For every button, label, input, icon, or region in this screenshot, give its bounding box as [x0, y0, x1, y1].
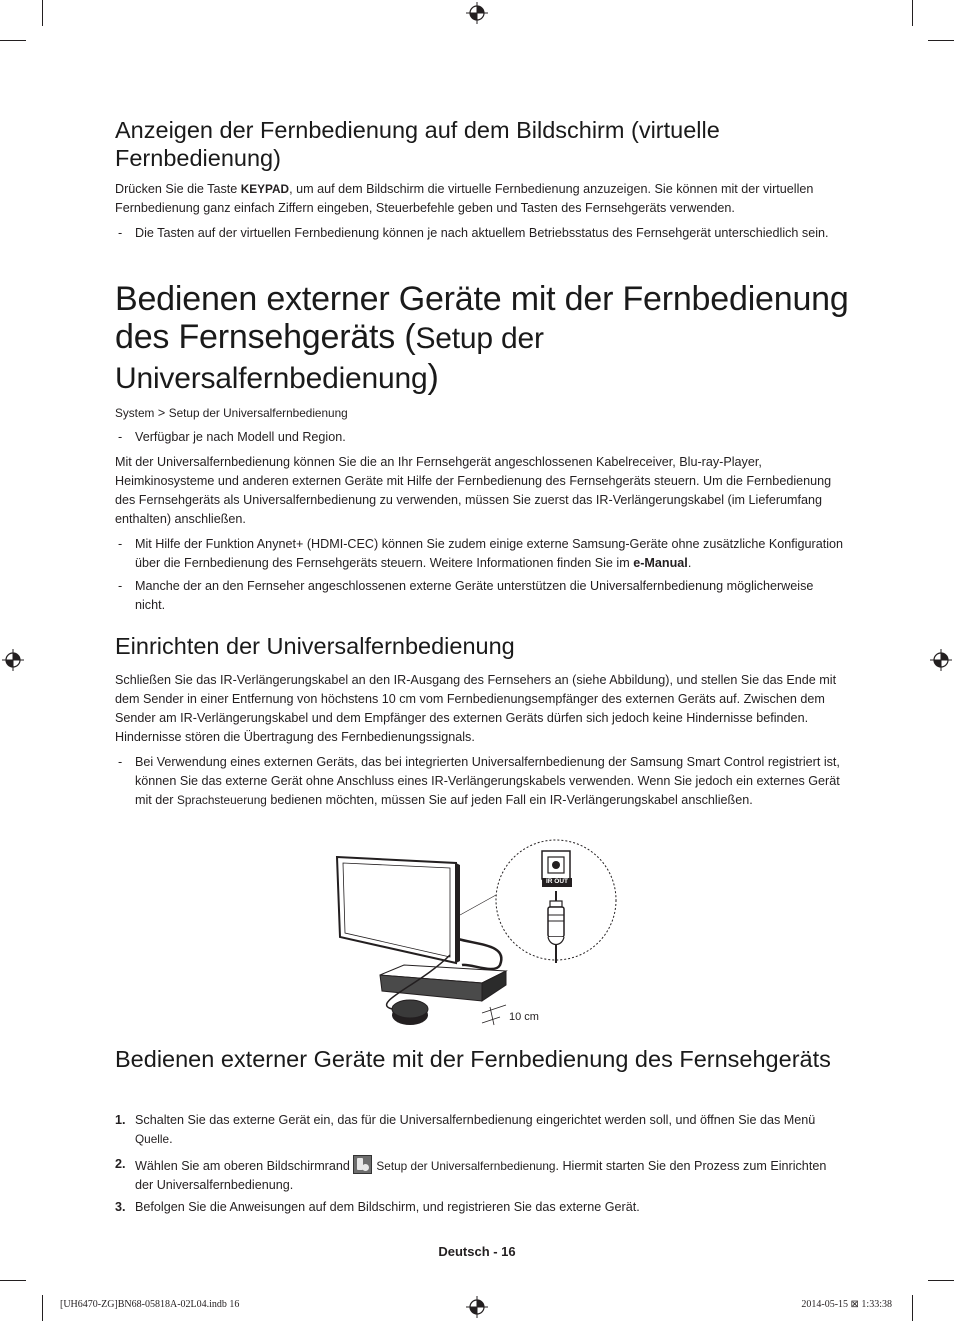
step-text: Schalten Sie das externe Gerät ein, das für die Universalfernbedienung eingerichtet werden soll, und öffnen Sie das Menü — [135, 1113, 816, 1127]
step-text: Befolgen Sie die Anweisungen auf dem Bildschirm, und registrieren Sie das externe Gerät. — [135, 1200, 640, 1214]
paragraph-universal-remote: Mit der Universalfernbedienung können Sie die an Ihr Fernsehgerät angeschlossenen Kabelreceiver, Blu-ray-Player, Heimkinosysteme und anderen externen Geräte mit Hilfe der Fernbedienung des Fernsehgeräts steuern. Um die Fernbedienung des Fernsehgeräts als Universalfernbedienung zu verwenden, müssen Sie zuerst das IR-Verlängerungskabel (im Lieferumfang enthalten) anschließen. — [115, 455, 832, 526]
crop-mark — [42, 0, 43, 26]
step-text: . Hiermit starten Sie den Prozess zum Einrichten der Universalfernbedienung. — [135, 1159, 827, 1192]
crop-mark — [912, 0, 913, 26]
section-heading-operate: Bedienen externer Geräte mit der Fernbedienung des Fernsehgeräts — [115, 1046, 831, 1072]
menu-path — [115, 404, 845, 423]
print-slug-left: [UH6470-ZG]BN68-05818A-02L04.indb 16 — [60, 1299, 240, 1310]
note-anynet: - Mit Hilfe der Funktion Anynet+ (HDMI-CEC) können Sie zudem einige externe Samsung-Geräte ohne zusätzliche Konfiguration über die Fernbedienung des Fernsehgeräts steuern. Weitere Informationen finden Sie im e-Manual. — [118, 537, 844, 570]
crop-mark — [912, 1295, 913, 1321]
crop-mark — [42, 1295, 43, 1321]
text: , um auf dem Bildschirm die virtuelle Fernbedienung anzuzeigen. Sie können mit der virtuellen Fernbedienung ganz einfach Ziffern eingeben, Steuerbefehle geben und Tasten des Fernsehgeräts verwenden. — [115, 182, 814, 215]
ir-extender-illustration — [330, 835, 630, 1035]
note-virtual-remote: - Die Tasten auf der virtuellen Fernbedienung können je nach aktuellem Betriebsstatus des Fernsehgerät unterschiedlich sein. — [118, 226, 829, 240]
chapter-title-sub: Setup der Universalfernbedienung — [115, 322, 544, 395]
note-text: Mit Hilfe der Funktion Anynet+ (HDMI-CEC) können Sie zudem einige externe Samsung-Geräte ohne zusätzliche Konfiguration über die Fernbedienung des Fernsehgeräts steuern. Weitere Informationen finden Sie im — [135, 537, 844, 570]
menu-path-separator: > — [154, 406, 169, 420]
menu-path-item: Setup der Universalfernbedienung — [168, 406, 348, 420]
menu-path-item: System — [115, 406, 155, 420]
step-item — [115, 1198, 845, 1217]
note-text: bedienen möchten, müssen Sie auf jeden Fall ein IR-Verlängerungskabel anschließen. — [266, 793, 753, 807]
crop-mark — [0, 40, 26, 41]
menu-item: Setup der Universalfernbedienung — [376, 1159, 556, 1173]
note-text: Bei Verwendung eines externen Geräts, das bei integrierten Universalfernbedienung der Samsung Smart Control registriert ist, können Sie das externe Gerät ohne Anschluss eines IR-Verlängerungskabels verwenden. Wenn Sie jedoch ein externes Gerät mit der — [135, 755, 840, 807]
chapter-title-main: Bedienen externer Geräte mit der Fernbedienung des Fernsehgeräts ( — [115, 280, 849, 356]
note-text: Die Tasten auf der virtuellen Fernbedienung können je nach aktuellem Betriebsstatus des Fernsehgerät unterschiedlich sein. — [135, 226, 829, 240]
menu-item: Sprachsteuerung — [177, 793, 267, 807]
paragraph-virtual-remote — [115, 180, 845, 218]
crop-mark — [928, 1280, 954, 1281]
note-availability: - Verfügbar je nach Modell und Region. — [118, 430, 346, 444]
crop-mark — [0, 1280, 26, 1281]
print-slug-right: 2014-05-15 ⊠ 1:33:38 — [801, 1299, 892, 1310]
step-text: . — [169, 1132, 173, 1146]
note-text: Verfügbar je nach Modell und Region. — [135, 430, 346, 444]
note-support: - Manche der an den Fernseher angeschlossenen externe Geräte unterstützen die Universalfernbedienung möglicherweise nicht. — [118, 579, 814, 612]
section-heading-setup: Einrichten der Universalfernbedienung — [115, 633, 515, 659]
chapter-title-close: ) — [427, 358, 439, 396]
registration-mark-icon — [466, 2, 488, 24]
step-number: 1. — [115, 1113, 126, 1127]
step-item — [115, 1155, 845, 1195]
page-number: Deutsch - 16 — [438, 1244, 516, 1259]
menu-item: Quelle — [135, 1132, 170, 1146]
e-manual-reference: e-Manual — [633, 556, 688, 570]
step-number: 3. — [115, 1200, 126, 1214]
key-name: KEYPAD — [240, 182, 290, 196]
registration-mark-icon — [466, 1296, 488, 1318]
distance-label: 10 cm — [509, 1011, 539, 1023]
step-text: Wählen Sie am oberen Bildschirmrand — [135, 1159, 354, 1173]
text: Drücken Sie die Taste — [115, 182, 241, 196]
paragraph-setup: Schließen Sie das IR-Verlängerungskabel an den IR-Ausgang des Fernsehers an (siehe Abbildung), und stellen Sie das Ende mit dem Sender in einer Entfernung von höchstens 10 cm vom Fernbedienungsempfänger des externen Geräts auf. Zwischen dem Sender am IR-Verlängerungskabel und dem Empfänger des externen Geräts dürfen sich jedoch keine Hindernisse befinden. Hindernisse stören die Übertragung des Fernbedienungssignals. — [115, 673, 837, 744]
chapter-title — [115, 280, 875, 398]
ir-out-label: IR OUT — [545, 878, 569, 885]
section-heading-virtual-remote: Anzeigen der Fernbedienung auf dem Bildschirm (virtuelle Fernbedienung) — [115, 117, 720, 171]
note-text: . — [687, 556, 692, 570]
remote-setup-icon — [353, 1155, 372, 1174]
note-smart-control: - Bei Verwendung eines externen Geräts, das bei integrierten Universalfernbedienung der Samsung Smart Control registriert ist, können Sie das externe Gerät ohne Anschluss eines IR-Verlängerungskabels verwenden. Wenn Sie jedoch ein externes Gerät mit der Sprachsteuerung bedienen möchten, müssen Sie auf jeden Fall ein IR-Verlängerungskabel anschließen. — [118, 755, 840, 807]
crop-mark — [928, 40, 954, 41]
note-text: Manche der an den Fernseher angeschlossenen externe Geräte unterstützen die Universalfernbedienung möglicherweise nicht. — [135, 579, 814, 612]
step-item — [115, 1111, 845, 1149]
registration-mark-icon — [930, 649, 952, 671]
step-number: 2. — [115, 1157, 126, 1171]
registration-mark-icon — [2, 649, 24, 671]
